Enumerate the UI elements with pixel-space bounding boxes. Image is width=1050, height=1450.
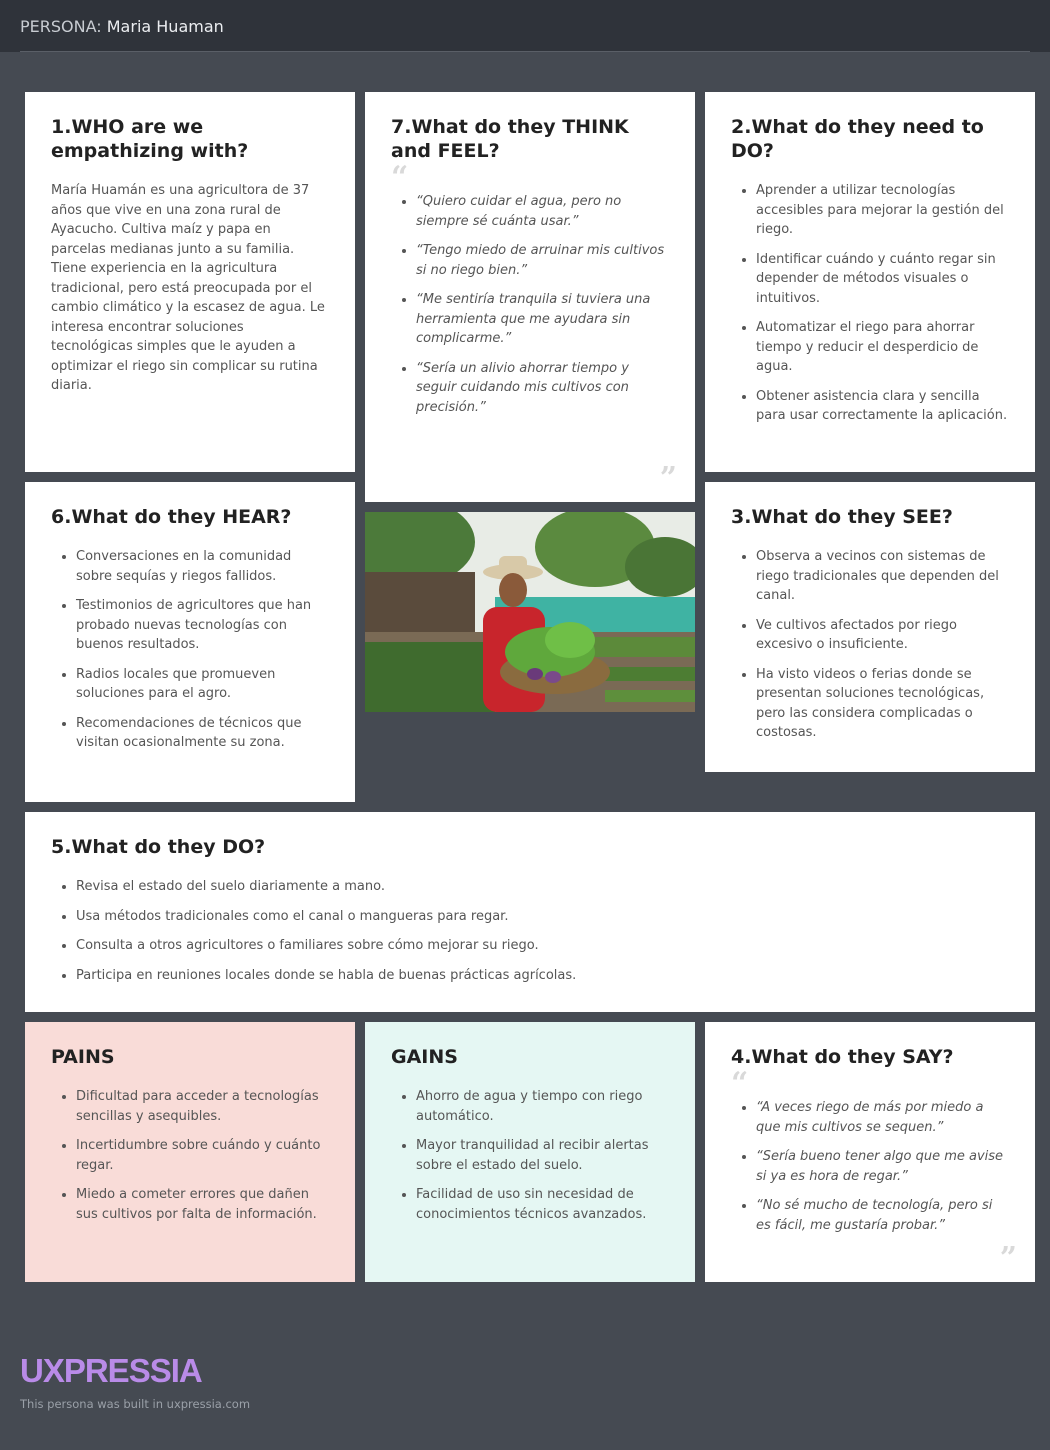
persona-title — [20, 17, 224, 36]
see-title: 3.What do they SEE? — [731, 506, 953, 528]
think-feel-list — [391, 192, 669, 417]
list-item: • Facilidad de uso sin necesidad de conocimientos técnicos avanzados. — [416, 1185, 669, 1224]
need-to-do-card — [705, 92, 1035, 472]
persona-name: Maria Huaman — [106, 17, 224, 36]
uxpressia-logo[interactable]: UXPRESSIA — [20, 1352, 202, 1389]
say-title: 4.What do they SAY? — [731, 1046, 954, 1068]
gains-title: GAINS — [391, 1046, 458, 1068]
list-item: • Radios locales que promueven soluciones para el agro. — [76, 665, 329, 704]
gains-card — [365, 1022, 695, 1282]
list-item: • Conversaciones en la comunidad sobre sequías y riegos fallidos. — [76, 547, 329, 586]
list-item: • Usa métodos tradicionales como el canal o mangueras para regar. — [76, 907, 1009, 927]
top-bar — [0, 0, 1050, 52]
do-card — [25, 812, 1035, 1012]
hear-list — [51, 547, 329, 753]
list-item: • Participa en reuniones locales donde se habla de buenas prácticas agrícolas. — [76, 966, 1009, 986]
gains-list — [391, 1087, 669, 1224]
close-quote-icon: ” — [659, 461, 677, 496]
do-title: 5.What do they DO? — [51, 836, 266, 858]
list-item: • Mayor tranquilidad al recibir alertas sobre el estado del suelo. — [416, 1136, 669, 1175]
say-list — [731, 1098, 1009, 1235]
list-item: • Dificultad para acceder a tecnologías sencillas y asequibles. — [76, 1087, 329, 1126]
close-quote-icon: ” — [999, 1241, 1017, 1276]
list-item: • “Sería bueno tener algo que me avise si ya es hora de regar.” — [756, 1147, 1009, 1186]
header-divider — [20, 51, 1030, 52]
list-item: • Automatizar el riego para ahorrar tiempo y reducir el desperdicio de agua. — [756, 318, 1009, 377]
pains-list — [51, 1087, 329, 1224]
list-item: • Incertidumbre sobre cuándo y cuánto regar. — [76, 1136, 329, 1175]
think-feel-title: 7.What do they THINK and FEEL? — [391, 116, 629, 162]
say-card — [705, 1022, 1035, 1282]
open-quote-icon: “ — [731, 1066, 749, 1101]
persona-prefix: PERSONA: — [20, 17, 102, 36]
list-item: • “Sería un alivio ahorrar tiempo y seguir cuidando mis cultivos con precisión.” — [416, 359, 669, 418]
list-item: • Consulta a otros agricultores o familiares sobre cómo mejorar su riego. — [76, 936, 1009, 956]
footer-note: This persona was built in uxpressia.com — [20, 1397, 251, 1411]
list-item: • Revisa el estado del suelo diariamente a mano. — [76, 877, 1009, 897]
pains-card — [25, 1022, 355, 1282]
list-item: • “No sé mucho de tecnología, pero si es fácil, me gustaría probar.” — [756, 1196, 1009, 1235]
list-item: • Recomendaciones de técnicos que visitan ocasionalmente su zona. — [76, 714, 329, 753]
list-item: • Ha visto videos o ferias donde se presentan soluciones tecnológicas, pero las considera complicadas o costosas. — [756, 665, 1009, 743]
hear-card — [25, 482, 355, 802]
list-item: • Miedo a cometer errores que dañen sus cultivos por falta de información. — [76, 1185, 329, 1224]
pains-title: PAINS — [51, 1046, 115, 1068]
need-to-do-title: 2.What do they need to DO? — [731, 116, 984, 162]
list-item: • “Quiero cuidar el agua, pero no siempre sé cuánta usar.” — [416, 192, 669, 231]
think-feel-card — [365, 92, 695, 502]
list-item: • Observa a vecinos con sistemas de riego tradicionales que dependen del canal. — [756, 547, 1009, 606]
see-card — [705, 482, 1035, 772]
see-list — [731, 547, 1009, 743]
list-item: • Aprender a utilizar tecnologías accesibles para mejorar la gestión del riego. — [756, 181, 1009, 240]
who-title: 1.WHO are we empathizing with? — [51, 116, 249, 162]
do-list — [51, 877, 1009, 985]
who-card — [25, 92, 355, 472]
who-text: María Huamán es una agricultora de 37 años que vive en una zona rural de Ayacucho. Cultiva maíz y papa en parcelas medianas junto a su familia. Tiene experiencia en la agricultura tradicional, pero está preocupada por el cambio climático y la escasez de agua. Le interesa encontrar soluciones tecnológicas simples que le ayuden a optimizar el riego sin complicar su rutina diaria. — [51, 183, 325, 393]
open-quote-icon: “ — [391, 160, 409, 195]
need-to-do-list — [731, 181, 1009, 426]
list-item: • Ve cultivos afectados por riego excesivo o insuficiente. — [756, 616, 1009, 655]
list-item: • “Me sentiría tranquila si tuviera una herramienta que me ayudara sin complicarme.” — [416, 290, 669, 349]
list-item: • “A veces riego de más por miedo a que mis cultivos se sequen.” — [756, 1098, 1009, 1137]
list-item: • Obtener asistencia clara y sencilla para usar correctamente la aplicación. — [756, 387, 1009, 426]
list-item: • Identificar cuándo y cuánto regar sin depender de métodos visuales o intuitivos. — [756, 250, 1009, 309]
list-item: • Ahorro de agua y tiempo con riego automático. — [416, 1087, 669, 1126]
list-item: • Testimonios de agricultores que han probado nuevas tecnologías con buenos resultados. — [76, 596, 329, 655]
list-item: • “Tengo miedo de arruinar mis cultivos si no riego bien.” — [416, 241, 669, 280]
persona-photo — [365, 512, 695, 712]
hear-title: 6.What do they HEAR? — [51, 506, 292, 528]
